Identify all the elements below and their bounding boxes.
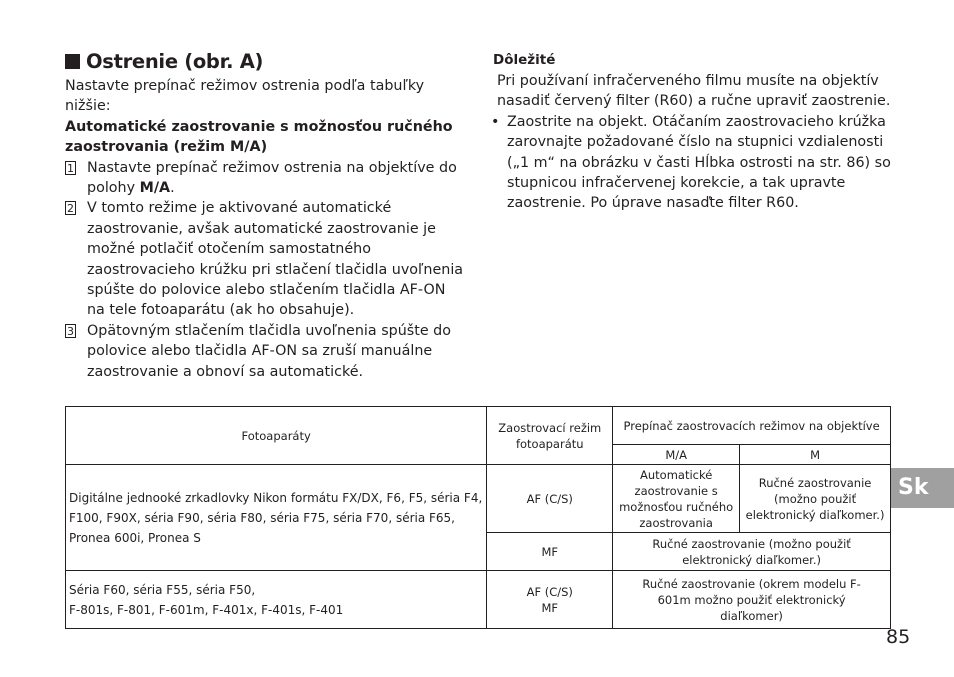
important-text: Pri používaní infračerveného filmu musíte na objektív nasadiť červený filter (R60) a ručne upraviť zaostrenie. — [497, 73, 891, 110]
bullet-icon: • — [491, 113, 500, 130]
step-text: V tomto režime je aktivované automatické zaostrovanie, avšak automatické zaostrovanie je možné potlačiť otočením samostatného zaostrovacieho krúžku pri stlačení tlačidla uvoľnenia spúšte do polovice alebo stlačením tlačidla AF-ON na tele fotoaparátu (ak ho obsahuje). — [87, 200, 464, 319]
step-text: Nastavte prepínač režimov ostrenia na objektíve do polohy M/A. — [87, 159, 457, 197]
row1-mf-value: Ručné zaostrovanie (možno použiť elektronický diaľkomer.) — [613, 533, 891, 571]
row1-mf: MF — [487, 533, 613, 571]
step-number: 3 — [67, 324, 74, 338]
header-lens-switch: Prepínač zaostrovacích režimov na objektíve — [613, 407, 891, 445]
square-bullet-icon — [65, 54, 80, 69]
header-m: M — [740, 445, 891, 465]
row1-cameras: Digitálne jednooké zrkadlovky Nikon formátu FX/DX, F6, F5, séria F4, F100, F90X, séria F90, séria F80, séria F75, séria F70, séria F65, Pronea 600i, Pronea S — [66, 465, 487, 571]
section-heading — [65, 50, 263, 73]
page-number: 85 — [886, 626, 911, 648]
header-cameras: Fotoaparáty — [66, 407, 487, 465]
step-1 — [65, 158, 465, 199]
step-number: 2 — [67, 202, 74, 216]
step-3 — [65, 321, 465, 382]
language-tab: Sk — [891, 468, 954, 508]
row1-af: AF (C/S) — [487, 465, 613, 533]
step-number: 1 — [67, 161, 74, 175]
step-2 — [65, 198, 465, 320]
subheading: Automatické zaostrovanie s možnosťou ručného zaostrovania (režim M/A) — [65, 118, 453, 156]
step-text: Opätovným stlačením tlačidla uvoľnenia spúšte do polovice alebo tlačidla AF-ON sa zruší manuálne zaostrovanie a obnoví sa automatické. — [87, 322, 451, 380]
row1-af-ma: Automatické zaostrovanie s možnosťou ručného zaostrovania — [613, 465, 740, 533]
section-title: Ostrenie (obr. A) — [86, 50, 264, 73]
important-box — [493, 51, 893, 214]
row2-cameras: Séria F60, séria F55, séria F50, F-801s, F-801, F-601m, F-401x, F-401s, F-401 — [66, 571, 487, 629]
row2-value: Ručné zaostrovanie (okrem modelu F-601m možno použiť elektronický diaľkomer) — [613, 571, 891, 629]
row1-af-m: Ručné zaostrovanie (možno použiť elektronický diaľkomer.) — [740, 465, 891, 533]
important-heading: Dôležité — [493, 52, 556, 68]
focus-mode-table — [65, 406, 891, 629]
header-camera-mode: Zaostrovací režim fotoaparátu — [487, 407, 613, 465]
header-ma: M/A — [613, 445, 740, 465]
intro-text: Nastavte prepínač režimov ostrenia podľa tabuľky nižšie: — [65, 78, 425, 115]
row2-mode: AF (C/S) MF — [487, 571, 613, 629]
left-column — [65, 76, 465, 382]
bullet-text: Zaostrite na objekt. Otáčaním zaostrovacieho krúžka zarovnajte požadované číslo na stupnici vzdialenosti („1 m“ na obrázku v časti Hĺbka ostrosti na str. 86) so stupnicou infračervenej korekcie, a tak upravte zaostrenie. Po úprave nasaďte filter R60. — [507, 113, 891, 212]
important-bullet — [493, 112, 893, 214]
